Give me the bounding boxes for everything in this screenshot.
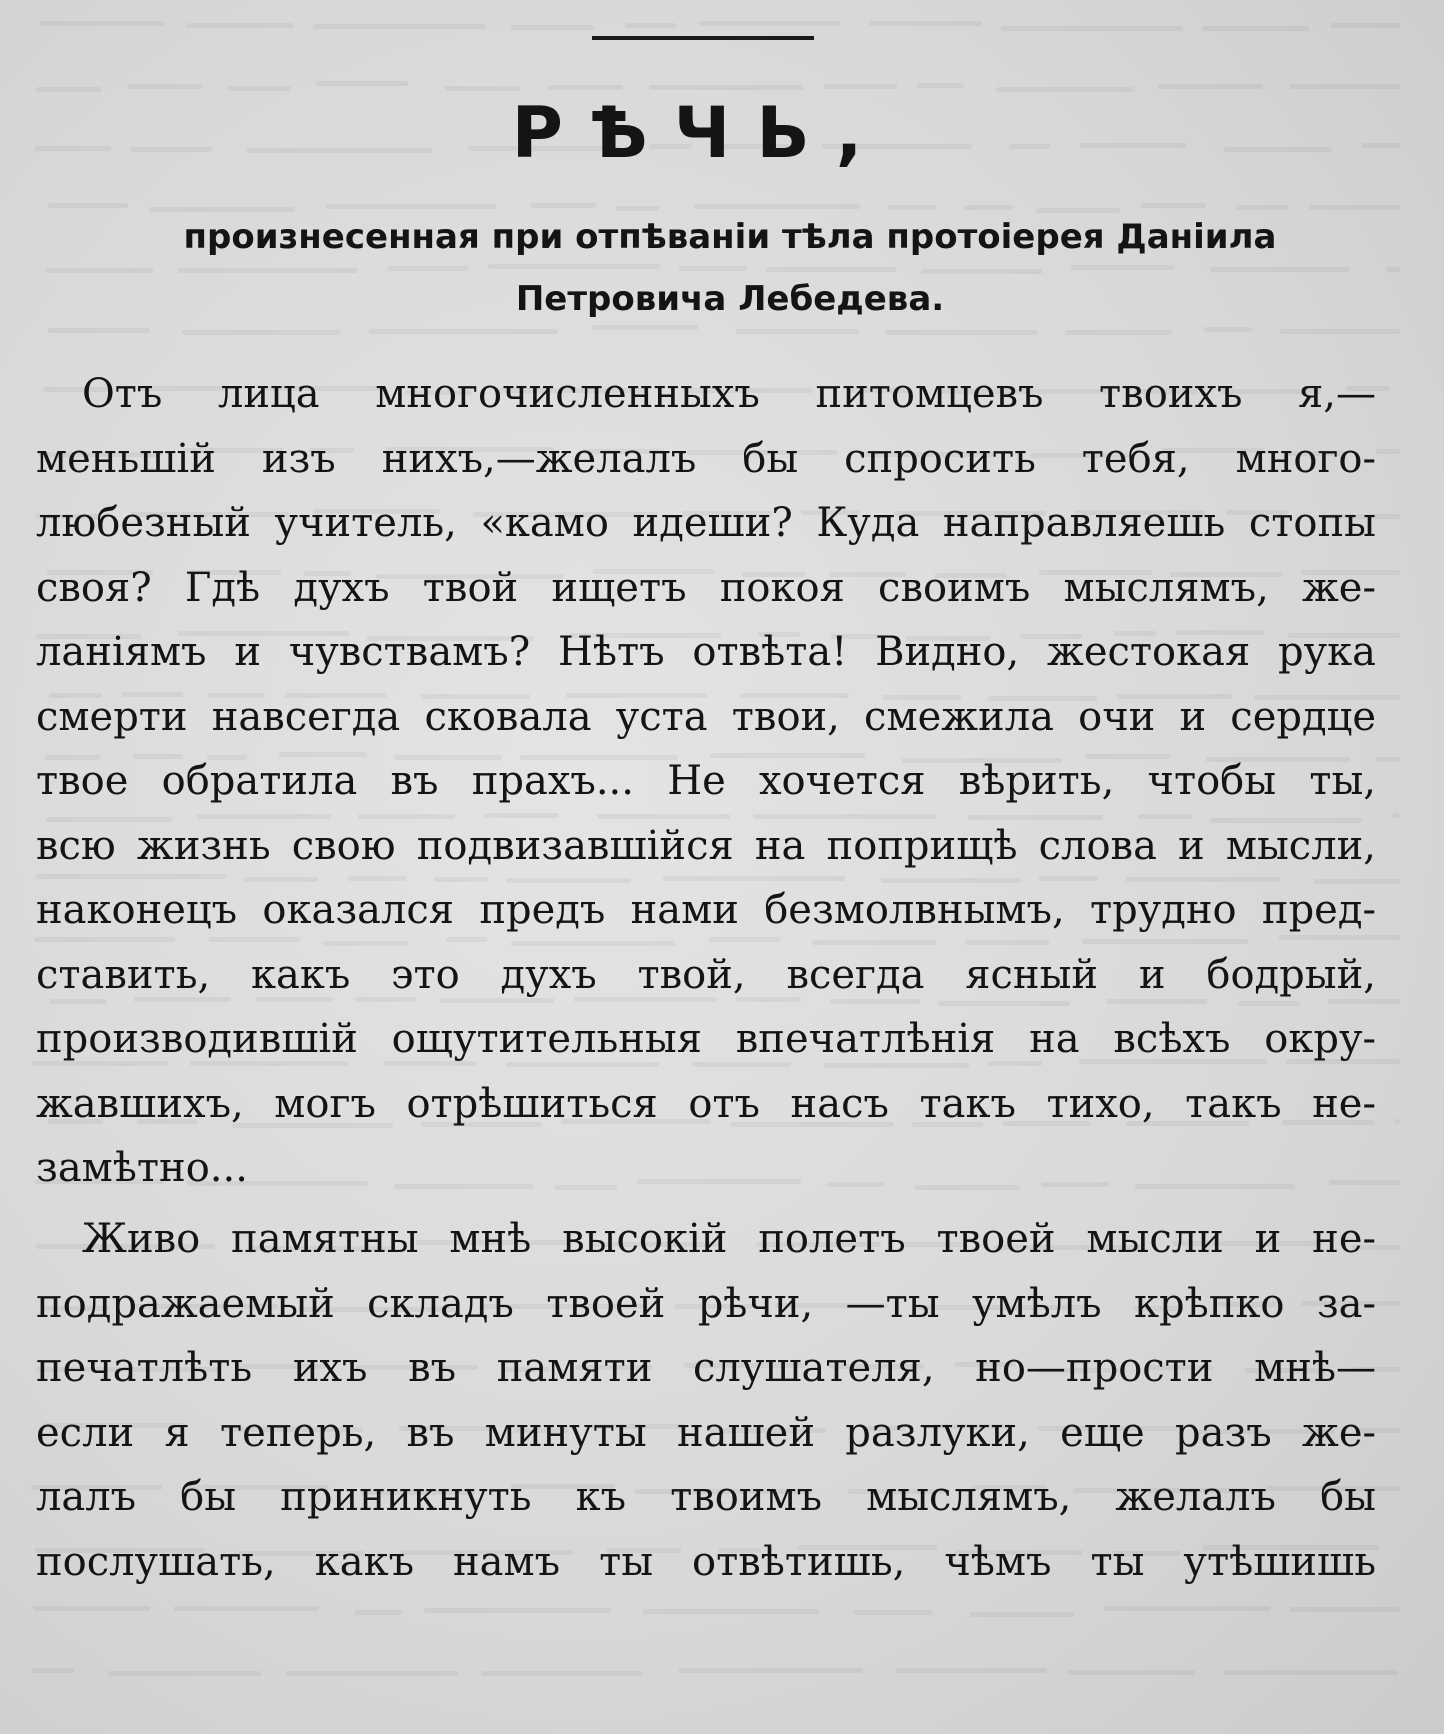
paragraph-1 xyxy=(36,362,1376,1201)
text-line: меньшій изъ нихъ,—желалъ бы спросить тебя, много- xyxy=(36,435,1376,482)
bleed-through-mark xyxy=(187,23,293,28)
text-line: ланіямъ и чувствамъ? Нѣтъ отвѣта! Видно, жестокая рука xyxy=(36,629,1376,675)
text-line: всю жизнь свою подвизавшійся на поприщѣ слова и мысли, xyxy=(36,822,1376,869)
bleed-through-mark xyxy=(182,330,340,335)
bleed-through-mark xyxy=(355,1610,402,1615)
text-line: ставить, какъ это духъ твой, всегда ясный и бодрый, xyxy=(36,951,1376,998)
bleed-through-mark xyxy=(33,1606,149,1611)
bleed-through-mark xyxy=(1395,1119,1400,1124)
bleed-through-mark xyxy=(643,1609,819,1614)
bleed-through-mark xyxy=(1202,26,1309,31)
text-line: замѣтно... xyxy=(36,1145,248,1191)
text-line: жавшихъ, могъ отрѣшиться отъ насъ такъ тихо, такъ не- xyxy=(36,1080,1376,1127)
text-line: смерти навсегда сковала уста твои, смежила очи и сердце xyxy=(36,693,1376,740)
bleed-through-mark xyxy=(679,1668,863,1673)
bleed-through-mark xyxy=(1104,1606,1271,1611)
paragraph-2 xyxy=(36,1207,1376,1594)
bleed-through-mark xyxy=(511,25,594,30)
bleed-through-mark xyxy=(1290,1607,1400,1612)
bleed-through-mark xyxy=(699,21,840,26)
bleed-through-mark xyxy=(885,330,1038,335)
subtitle-line: произнесенная при отпѣваніи тѣла протоіерея Даніила xyxy=(183,217,1277,257)
bleed-through-mark xyxy=(316,81,409,86)
bleed-through-mark xyxy=(896,1668,1047,1673)
text-line: печатлѣть ихъ въ памяти слушателя, но—прости мнѣ— xyxy=(36,1345,1376,1391)
bleed-through-mark xyxy=(40,21,164,26)
text-line: лалъ бы приникнуть къ твоимъ мыслямъ, желалъ бы xyxy=(36,1474,1376,1520)
subtitle xyxy=(60,206,1400,330)
bleed-through-mark xyxy=(1331,23,1400,28)
bleed-through-mark xyxy=(625,23,676,28)
bleed-through-mark xyxy=(1001,26,1182,31)
bleed-through-mark xyxy=(1224,1670,1397,1675)
bleed-through-mark xyxy=(1393,813,1400,818)
text-line: послушать, какъ намъ ты отвѣтишь, чѣмъ ты утѣшишь xyxy=(36,1538,1376,1585)
bleed-through-mark xyxy=(970,1612,1074,1617)
bleed-through-mark xyxy=(869,21,982,26)
bleed-through-mark xyxy=(481,1671,642,1676)
text-line: подражаемый складъ твоей рѣчи, —ты умѣлъ крѣпко за- xyxy=(36,1280,1376,1327)
text-line: своя? Гдѣ духъ твой ищетъ покоя своимъ мыслямъ, же- xyxy=(36,564,1376,611)
bleed-through-mark xyxy=(108,1671,261,1676)
bleed-through-mark xyxy=(313,24,485,29)
text-line: твое обратила въ прахъ... Не хочется вѣрить, чтобы ты, xyxy=(36,758,1376,804)
bleed-through-mark xyxy=(32,1668,74,1673)
text-line: Живо памятны мнѣ высокій полетъ твоей мысли и не- xyxy=(82,1216,1376,1262)
bleed-through-mark xyxy=(1376,757,1400,762)
bleed-through-mark xyxy=(1068,1670,1195,1675)
text-line: производившій ощутительныя впечатлѣнія на всѣхъ окру- xyxy=(36,1016,1376,1062)
bleed-through-mark xyxy=(286,1671,458,1676)
bleed-through-mark xyxy=(854,1610,932,1615)
text-line: Отъ лица многочисленныхъ питомцевъ твоихъ я,— xyxy=(82,371,1376,417)
text-line: любезный учитель, «камо идеши? Куда направляешь стопы xyxy=(36,500,1376,546)
bleed-through-mark xyxy=(424,1608,611,1613)
bleed-through-mark xyxy=(1376,449,1400,454)
page-title: РѢЧЬ, xyxy=(511,92,889,174)
subtitle-line: Петровича Лебедева. xyxy=(515,279,945,319)
text-line: наконецъ оказался предъ нами безмолвнымъ, трудно пред- xyxy=(36,887,1376,933)
bleed-through-mark xyxy=(1065,330,1172,335)
bleed-through-mark xyxy=(174,1606,318,1611)
text-line: если я теперь, въ минуты нашей разлуки, еще разъ же- xyxy=(36,1409,1376,1456)
top-rule xyxy=(592,36,814,40)
